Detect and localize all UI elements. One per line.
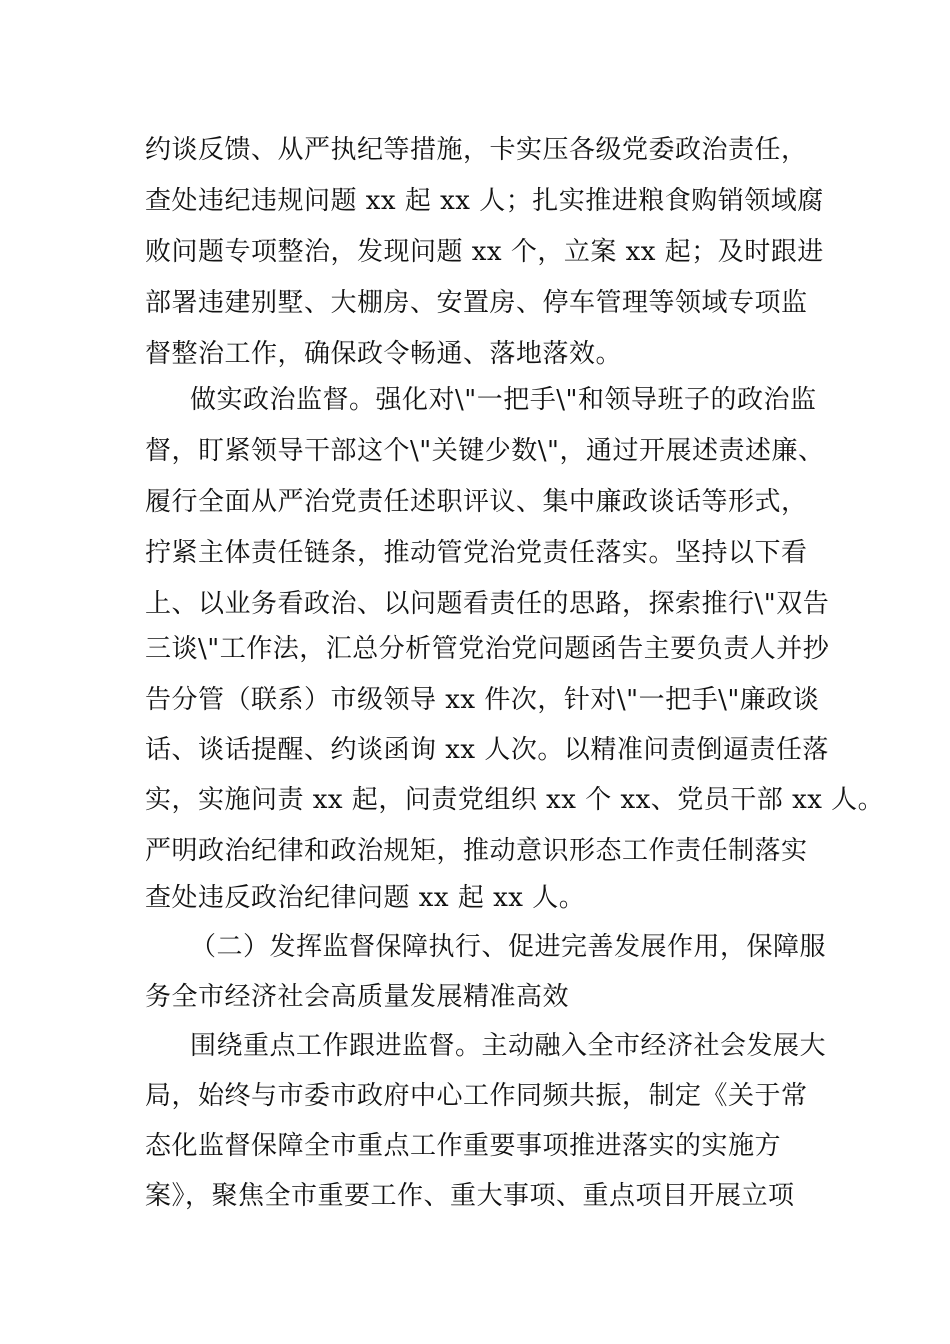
text-line: 败问题专项整治，发现问题 xx 个，立案 xx 起；及时跟进 xyxy=(145,237,824,267)
section-heading-line: （二）发挥监督保障执行、促进完善发展作用，保障服 xyxy=(190,932,827,962)
text-line: 局，始终与市委市政府中心工作同频共振，制定《关于常 xyxy=(145,1081,808,1111)
text-line: 督整治工作，确保政令畅通、落地落效。 xyxy=(145,339,623,369)
text-line: 告分管（联系）市级领导 xx 件次，针对\"一把手\"廉政谈 xyxy=(145,685,820,715)
paragraph-start-line: 围绕重点工作跟进监督。主动融入全市经济社会发展大 xyxy=(190,1031,827,1061)
text-line: 态化监督保障全市重点工作重要事项推进落实的实施方 xyxy=(145,1131,782,1161)
text-line: 上、以业务看政治、以问题看责任的思路，探索推行\"双告 xyxy=(145,589,830,619)
section-heading-line: 务全市经济社会高质量发展精准高效 xyxy=(145,982,570,1012)
text-line: 履行全面从严治党责任述职评议、集中廉政谈话等形式， xyxy=(145,487,808,517)
text-line: 约谈反馈、从严执纪等措施，卡实压各级党委政治责任， xyxy=(145,135,808,165)
text-line: 督，盯紧领导干部这个\"关键少数\"，通过开展述责述廉、 xyxy=(145,436,825,466)
text-line: 严明政治纪律和政治规矩，推动意识形态工作责任制落实 xyxy=(145,836,808,866)
text-line: 部署违建别墅、大棚房、安置房、停车管理等领域专项监 xyxy=(145,288,808,318)
text-line: 查处违纪违规问题 xx 起 xx 人；扎实推进粮食购销领域腐 xyxy=(145,186,824,216)
paragraph-start-line: 做实政治监督。强化对\"一把手\"和领导班子的政治监 xyxy=(190,385,817,415)
text-line: 话、谈话提醒、约谈函询 xx 人次。以精准问责倒逼责任落 xyxy=(145,735,829,765)
text-line: 案》，聚焦全市重要工作、重大事项、重点项目开展立项 xyxy=(145,1181,795,1211)
text-line: 三谈\"工作法，汇总分析管党治党问题函告主要负责人并抄 xyxy=(145,634,830,664)
text-line: 实，实施问责 xx 起，问责党组织 xx 个 xx、党员干部 xx 人。 xyxy=(145,785,885,815)
text-line: 查处违反政治纪律问题 xx 起 xx 人。 xyxy=(145,883,586,913)
text-line: 拧紧主体责任链条，推动管党治党责任落实。坚持以下看 xyxy=(145,538,808,568)
